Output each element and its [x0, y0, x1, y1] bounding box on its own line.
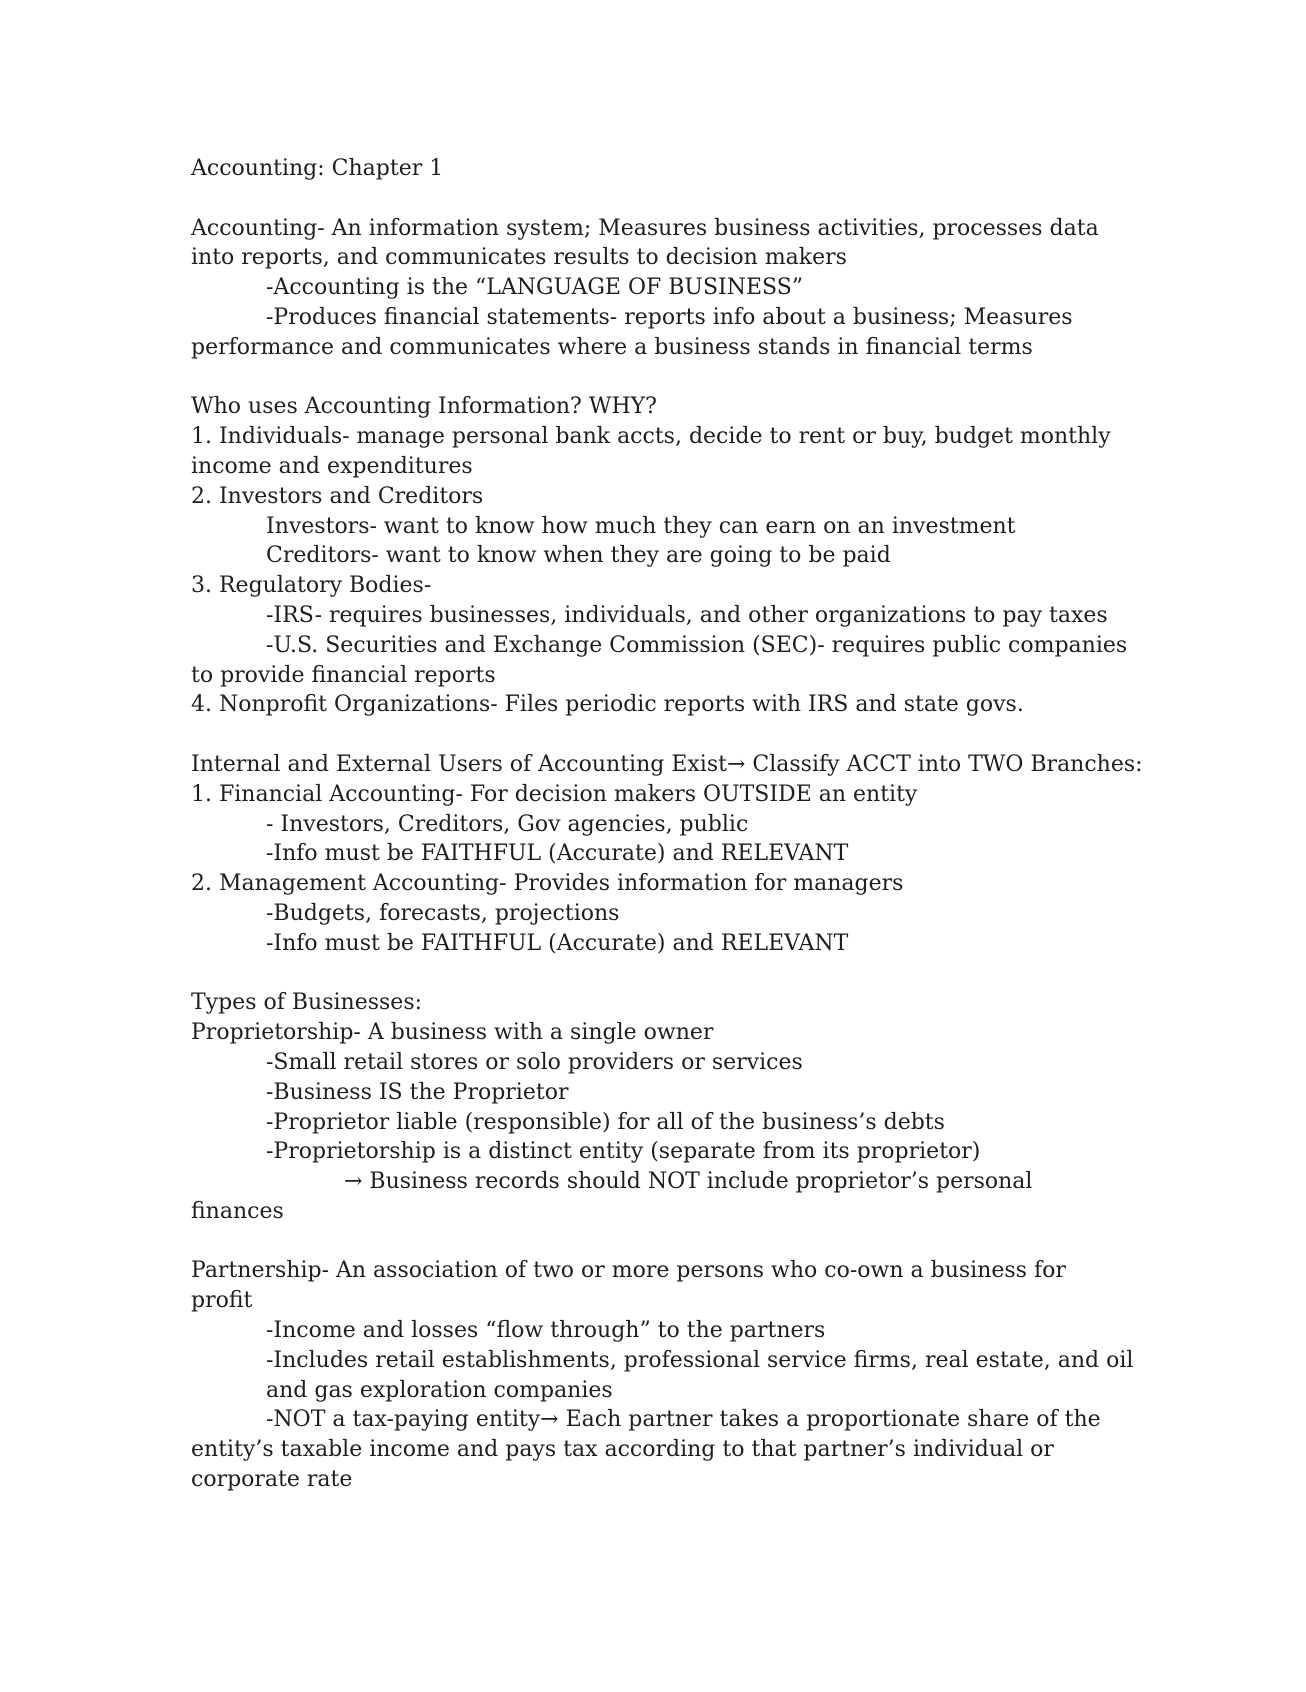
definition-line: Accounting- An information system; Measures business activities, processes data: [191, 215, 1099, 241]
partnership-definition: Partnership- An association of two or more persons who co-own a business for: [191, 1258, 1066, 1284]
partnership-point-continued: entity’s taxable income and pays tax according to that partner’s individual or: [191, 1437, 1054, 1463]
proprietorship-point: -Small retail stores or solo providers or services: [266, 1049, 803, 1075]
spacer: [191, 1227, 1131, 1257]
proprietorship-point: -Proprietor liable (responsible) for all of the business’s debts: [266, 1109, 945, 1135]
branches-subitem: -Info must be FAITHFUL (Accurate) and RELEVANT: [266, 930, 849, 956]
users-subitem: -U.S. Securities and Exchange Commission (SEC)- requires public companies: [266, 632, 1128, 658]
proprietorship-point: -Business IS the Proprietor: [266, 1079, 569, 1105]
users-subitem: Creditors- want to know when they are going to be paid: [266, 543, 891, 569]
users-heading: Who uses Accounting Information? WHY?: [191, 394, 657, 420]
users-item-continued: income and expenditures: [191, 453, 473, 479]
spacer: [191, 720, 1131, 750]
branches-item: 2. Management Accounting- Provides information for managers: [191, 871, 904, 897]
branches-item: 1. Financial Accounting- For decision makers OUTSIDE an entity: [191, 781, 918, 807]
branches-subitem: -Budgets, forecasts, projections: [266, 900, 620, 926]
branches-subitem: - Investors, Creditors, Gov agencies, public: [266, 811, 749, 837]
document-title: Accounting: Chapter 1: [191, 156, 444, 181]
users-item: 3. Regulatory Bodies-: [191, 573, 432, 599]
partnership-point-continued: and gas exploration companies: [266, 1377, 613, 1403]
spacer: [191, 184, 1131, 214]
users-item: 4. Nonprofit Organizations- Files periodic reports with IRS and state govs.: [191, 692, 1024, 718]
definition-line: into reports, and communicates results to decision makers: [191, 245, 847, 271]
definition-point: -Accounting is the “LANGUAGE OF BUSINESS”: [266, 275, 804, 301]
branches-subitem: -Info must be FAITHFUL (Accurate) and RELEVANT: [266, 841, 849, 867]
users-subitem: -IRS- requires businesses, individuals, and other organizations to pay taxes: [266, 602, 1108, 628]
definition-point: -Produces financial statements- reports info about a business; Measures: [266, 304, 1073, 330]
partnership-point-continued: corporate rate: [191, 1467, 353, 1493]
spacer: [191, 959, 1131, 989]
users-subitem-continued: to provide financial reports: [191, 662, 496, 688]
proprietorship-point: -Proprietorship is a distinct entity (separate from its proprietor): [266, 1139, 981, 1165]
definition-point-continued: performance and communicates where a business stands in financial terms: [191, 334, 1033, 360]
proprietorship-subpoint-continued: finances: [191, 1198, 284, 1224]
partnership-definition-continued: profit: [191, 1288, 253, 1314]
spacer: [191, 363, 1131, 393]
partnership-point: -Income and losses “flow through” to the partners: [266, 1318, 826, 1344]
document-body: [191, 154, 1143, 1495]
types-heading: Types of Businesses:: [191, 990, 423, 1016]
users-item: 2. Investors and Creditors: [191, 483, 484, 509]
users-item: 1. Individuals- manage personal bank accts, decide to rent or buy, budget monthly: [191, 424, 1111, 450]
partnership-point: -NOT a tax-paying entity→ Each partner takes a proportionate share of the: [266, 1407, 1101, 1433]
proprietorship-subpoint: → Business records should NOT include proprietor’s personal: [344, 1169, 1033, 1195]
users-subitem: Investors- want to know how much they can earn on an investment: [266, 513, 1016, 539]
partnership-point: -Includes retail establishments, professional service firms, real estate, and oil: [266, 1347, 1134, 1373]
proprietorship-definition: Proprietorship- A business with a single owner: [191, 1020, 714, 1046]
branches-heading: Internal and External Users of Accounting Exist→ Classify ACCT into TWO Branches:: [191, 751, 1143, 777]
